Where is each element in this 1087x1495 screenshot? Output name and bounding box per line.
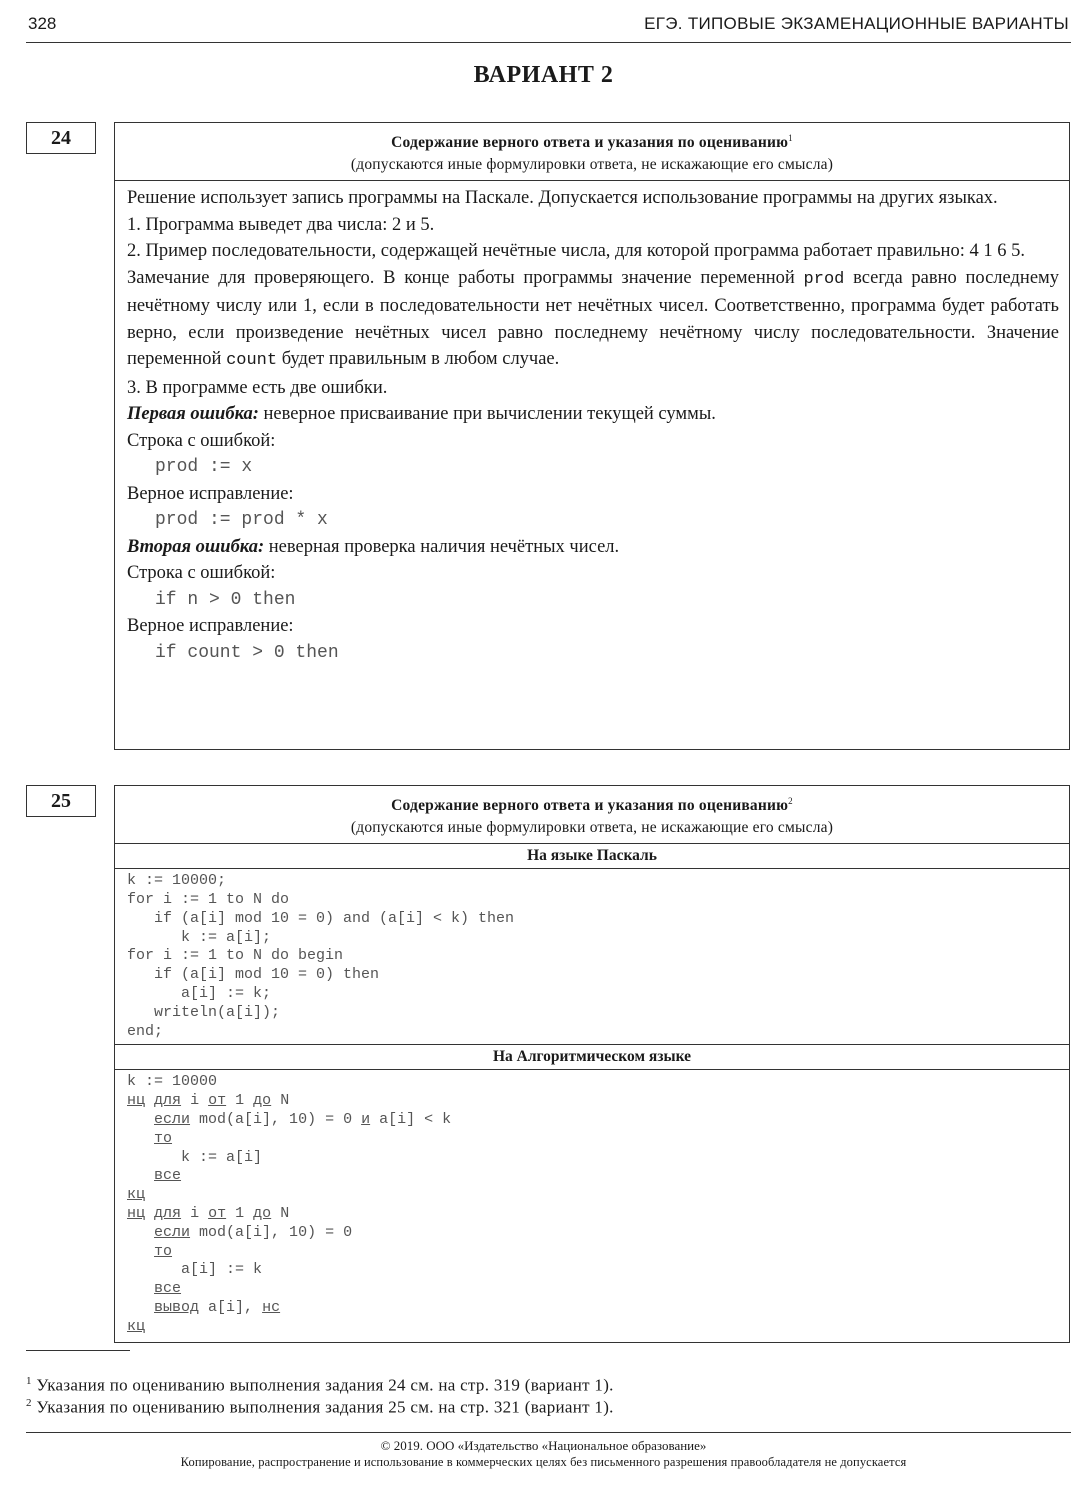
var-i: i (190, 1204, 200, 1222)
kw-nc: нц (127, 1092, 146, 1110)
error-1-line-label: Строка с ошибкой: (127, 430, 276, 451)
var-n: N (280, 1092, 290, 1110)
error-1-fix-code: prod := prod * x (155, 510, 328, 531)
footer-copyright: © 2019. ООО «Издательство «Национальное образование» (380, 1438, 707, 1453)
kw-vse: все (154, 1280, 182, 1298)
kw-kc: кц (127, 1317, 146, 1335)
kw-dlya: для (154, 1092, 182, 1110)
solution-answer-2: 2. Пример последовательности, содержащей нечётные числа, для которой программа работает правильно: 4 1 6 5. (127, 241, 1025, 262)
task-24-solution (115, 181, 1069, 670)
error-2-text: неверная проверка наличия нечётных чисел. (264, 536, 620, 557)
cond-1: mod(a[i], 10) = 0 (199, 1110, 353, 1128)
task-24-box (114, 122, 1070, 750)
error-2-fix-label: Верное исправление: (127, 616, 294, 637)
footnote-2 (26, 1392, 614, 1419)
code-line: end; (127, 1022, 164, 1040)
solution-answer-1: 1. Программа выведет два числа: 2 и 5. (127, 214, 435, 235)
error-1 (127, 401, 1059, 428)
task-24-header (115, 123, 1069, 181)
code-line: k := a[i]; (127, 928, 272, 946)
code-line: k := 10000; (127, 872, 227, 890)
task-25-header-subtitle: (допускаются иные формулировки ответа, не искажающие его смысла) (350, 819, 834, 837)
kw-ot: от (208, 1092, 227, 1110)
pascal-section-title: На языке Паскаль (115, 843, 1069, 869)
cond-1b: a[i] < k (379, 1110, 452, 1128)
footnote-rule (26, 1350, 130, 1351)
code-line: for i := 1 to N do (127, 890, 290, 908)
kw-dlya: для (154, 1204, 182, 1222)
footnote-1-text: Указания по оцениванию выполнения задания 24 см. на стр. 319 (вариант 1). (36, 1375, 614, 1395)
code-line: k := 10000 (127, 1073, 218, 1091)
kw-nc: нц (127, 1204, 146, 1222)
variant-title: ВАРИАНТ 2 (473, 62, 614, 88)
error-2 (127, 534, 1059, 561)
remark-part-c: будет правильным в любом случае. (277, 349, 560, 370)
error-2-code: if n > 0 then (155, 589, 296, 610)
task-25-number: 25 (26, 785, 96, 817)
kw-to: то (154, 1242, 173, 1260)
kw-ot: от (208, 1204, 227, 1222)
algo-section-title: На Алгоритмическом языке (115, 1044, 1069, 1070)
remark-part-b: всегда равно последнему нечётному числу или 1, если в последовательности нет нечётных чисел. Соответственно, программа будет работать верно, если произведение нечётных чисел равно последнему нечётному числу последовательности. Значение переменной (127, 267, 1059, 370)
task-24-header-subtitle: (допускаются иные формулировки ответа, не искажающие его смысла) (350, 156, 834, 174)
remark-part-a: Замечание для проверяющего. В конце работы программы значение переменной (127, 267, 804, 288)
cond-2: mod(a[i], 10) = 0 (199, 1223, 353, 1241)
footnote-mark-2: 2 (788, 796, 793, 806)
task-25-header (115, 786, 1069, 843)
code-line: if (a[i] mod 10 = 0) then (127, 966, 380, 984)
kw-do: до (253, 1204, 272, 1222)
kw-kc: кц (127, 1186, 146, 1204)
error-1-fix-label: Верное исправление: (127, 483, 294, 504)
code-line: for i := 1 to N do begin (127, 947, 344, 965)
var-count: count (226, 351, 278, 371)
error-2-label: Вторая ошибка: (127, 536, 265, 557)
error-1-code: prod := x (155, 457, 253, 478)
header-rule (26, 42, 1071, 43)
algo-code (115, 1070, 1069, 1339)
kw-esli: если (154, 1110, 191, 1128)
kw-do: до (253, 1092, 272, 1110)
assign-1: k := a[i] (181, 1148, 263, 1166)
var-i: i (190, 1092, 200, 1110)
kw-to: то (154, 1129, 173, 1147)
code-line: a[i] := k; (127, 984, 272, 1002)
kw-and: и (361, 1110, 371, 1128)
footnote-2-text: Указания по оцениванию выполнения задания 25 см. на стр. 321 (вариант 1). (36, 1397, 614, 1417)
task-24-number: 24 (26, 122, 96, 154)
kw-vse: все (154, 1167, 182, 1185)
footer-notice: Копирование, распространение и использование в коммерческих целях без письменного разрешения правообладателя не допускается (180, 1455, 907, 1469)
error-2-line-label: Строка с ошибкой: (127, 563, 276, 584)
error-1-text: неверное присваивание при вычислении текущей суммы. (258, 404, 716, 425)
checker-remark (127, 265, 1059, 375)
kw-esli: если (154, 1223, 191, 1241)
assign-2: a[i] := k (181, 1261, 263, 1279)
num-one: 1 (235, 1204, 245, 1222)
book-title: ЕГЭ. ТИПОВЫЕ ЭКЗАМЕНАЦИОННЫЕ ВАРИАНТЫ (644, 14, 1069, 33)
task-24-header-title: Содержание верного ответа и указания по оцениванию (391, 134, 789, 152)
task-25-header-title: Содержание верного ответа и указания по оцениванию (391, 797, 789, 815)
error-1-label: Первая ошибка: (127, 404, 259, 425)
out-arg: a[i], (208, 1298, 254, 1316)
page-number: 328 (28, 14, 57, 33)
num-one: 1 (235, 1092, 245, 1110)
code-line: if (a[i] mod 10 = 0) and (a[i] < k) then (127, 909, 515, 927)
kw-ns: нс (262, 1298, 281, 1316)
error-2-fix-code: if count > 0 then (155, 642, 339, 663)
var-n: N (280, 1204, 290, 1222)
footer-rule (26, 1432, 1071, 1433)
task-25-box (114, 785, 1070, 1343)
pascal-code (115, 869, 1069, 1044)
solution-intro: Решение использует запись программы на Паскале. Допускается использование программы на других языках. (127, 188, 998, 209)
var-prod: prod (803, 269, 845, 289)
footnote-1-mark: 1 (26, 1375, 32, 1387)
code-line: writeln(a[i]); (127, 1003, 281, 1021)
footnote-2-mark: 2 (26, 1397, 32, 1409)
solution-answer-3: 3. В программе есть две ошибки. (127, 377, 388, 398)
footnote-mark-1: 1 (788, 133, 793, 143)
kw-vyvod: вывод (154, 1298, 200, 1316)
